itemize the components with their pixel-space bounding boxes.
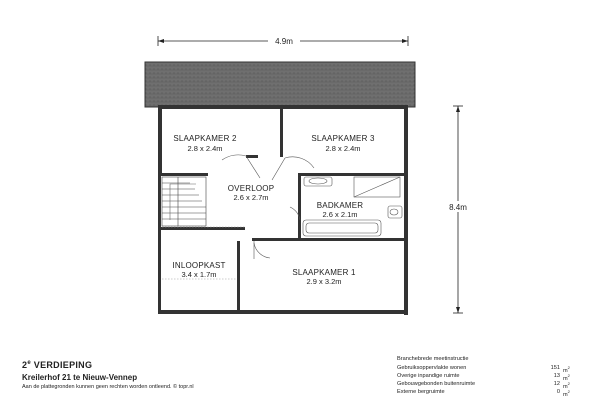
floor-title bbox=[22, 360, 92, 370]
area-row-unit: $m^2$ bbox=[563, 381, 570, 390]
address: Kreilerhof 21 te Nieuw-Vennep bbox=[22, 373, 138, 382]
area-table bbox=[397, 356, 577, 396]
staircase bbox=[162, 177, 206, 226]
room-size-overloop: 2.6 x 2.7m bbox=[233, 193, 269, 202]
room-size-badkamer: 2.6 x 2.1m bbox=[322, 210, 358, 219]
area-row-value: 12 bbox=[553, 381, 560, 387]
area-row-label: Externe bergruimte bbox=[397, 389, 445, 395]
area-row-value: 151 bbox=[550, 365, 560, 371]
room-name-slaapkamer3: SLAAPKAMER 3 bbox=[311, 134, 375, 143]
area-row-value: 13 bbox=[553, 373, 560, 379]
room-size-inloopkast: 3.4 x 1.7m bbox=[181, 270, 217, 279]
height-dimension bbox=[446, 106, 470, 313]
area-row-unit: $m^2$ bbox=[563, 365, 570, 374]
room-size-slaapkamer3: 2.8 x 2.4m bbox=[325, 144, 361, 153]
area-row-label: Overige inpandige ruimte bbox=[397, 373, 460, 379]
room-name-inloopkast: INLOOPKAST bbox=[172, 261, 226, 270]
floor-suffix: e bbox=[27, 360, 31, 366]
disclaimer: Aan de plattegronden kunnen geen rechten worden ontleend. © topr.nl bbox=[22, 384, 194, 390]
area-row-value: 0 bbox=[556, 389, 560, 395]
room-name-slaapkamer2: SLAAPKAMER 2 bbox=[173, 134, 237, 143]
area-row-unit: $m^2$ bbox=[563, 373, 570, 382]
area-row bbox=[397, 364, 577, 372]
roof bbox=[145, 62, 415, 107]
area-row-unit: $m^2$ bbox=[563, 389, 570, 398]
width-dimension bbox=[158, 35, 408, 46]
room-size-slaapkamer1: 2.9 x 3.2m bbox=[306, 277, 342, 286]
floor-label: VERDIEPING bbox=[33, 360, 93, 370]
width-label: 4.9m bbox=[275, 37, 293, 46]
height-label: 8.4m bbox=[449, 203, 467, 212]
area-row bbox=[397, 380, 577, 388]
area-row bbox=[397, 388, 577, 396]
room-name-badkamer: BADKAMER bbox=[316, 201, 364, 210]
area-row bbox=[397, 372, 577, 380]
floor-number: 2 bbox=[22, 360, 28, 370]
area-table-heading: Branchebrede meetinstructie bbox=[397, 356, 469, 362]
area-row-label: Gebruiksoppervlakte wonen bbox=[397, 365, 467, 371]
room-name-overloop: OVERLOOP bbox=[227, 184, 275, 193]
area-row-label: Gebouwgebonden buitenruimte bbox=[397, 381, 476, 387]
room-size-slaapkamer2: 2.8 x 2.4m bbox=[187, 144, 223, 153]
room-name-slaapkamer1: SLAAPKAMER 1 bbox=[292, 268, 356, 277]
